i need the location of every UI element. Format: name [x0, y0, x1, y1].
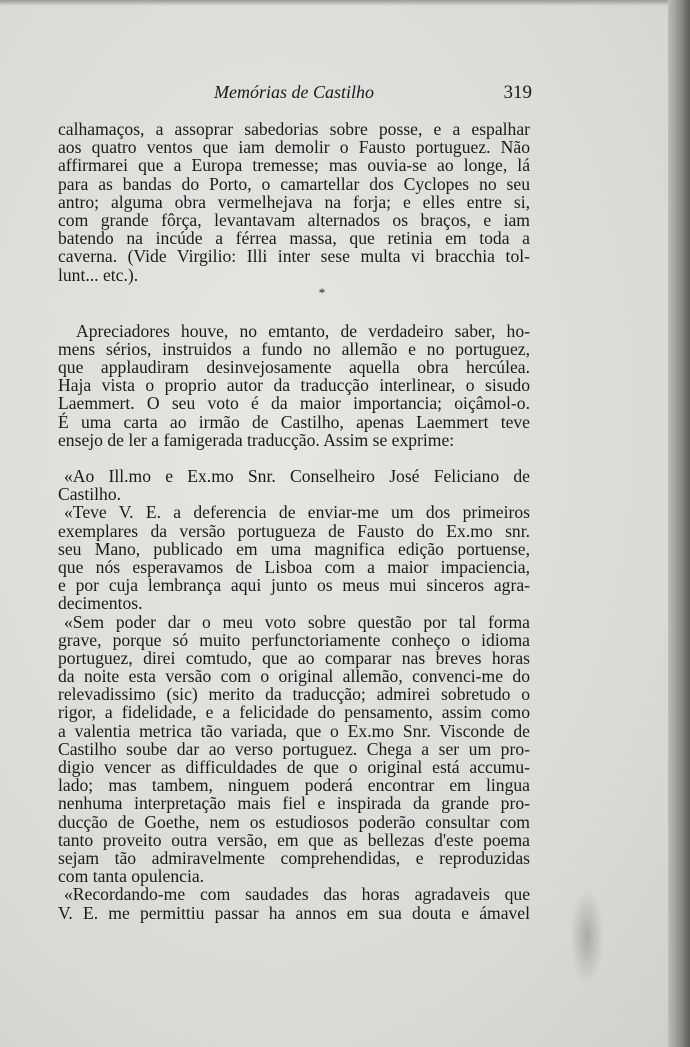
- text-line: «Recordando-me com saudades das horas agradaveis que: [64, 884, 530, 905]
- text-line: batendo na incúde a férrea massa, que retinia em toda a: [58, 228, 530, 249]
- running-title: Memórias de Castilho: [214, 82, 374, 102]
- text-line: aos quatro ventos que iam demolir o Fausto portuguez. Não: [58, 137, 530, 158]
- text-line: com tanta opulencia.: [58, 866, 205, 887]
- text-line: exemplares da versão portugueza de Fausto do Ex.mo snr.: [58, 520, 530, 541]
- text-line: lado; mas tambem, ninguem poderá encontrar em lingua: [58, 775, 530, 796]
- text-line: lunt... etc.).: [58, 264, 139, 285]
- text-line: ensejo de ler a famigerada traducção. Assim se exprime:: [58, 429, 455, 450]
- section-separator: *: [318, 284, 326, 300]
- text-line: para as bandas do Porto, o camartellar dos Cyclopes no seu: [58, 173, 530, 194]
- letter-salutation: Castilho.: [58, 484, 122, 505]
- text-line: É uma carta ao irmão de Castilho, apenas Laemmert teve: [58, 411, 530, 432]
- text-line: calhamaços, a assoprar sabedorias sobre posse, e a espalhar: [58, 119, 530, 139]
- page-smudge: [570, 889, 604, 985]
- text-line: que nós esperavamos de Lisboa com a maior impaciencia,: [58, 556, 530, 577]
- page-top-shadow: [0, 0, 690, 6]
- body-text: [58, 120, 530, 922]
- page-number: 319: [503, 82, 532, 103]
- text-line: mens sérios, instruidos a fundo no allemão e no portuguez,: [58, 338, 530, 359]
- paragraph-gap: [58, 308, 530, 322]
- text-line: Haja vista o proprio autor da traducção interlinear, o sisudo: [58, 375, 530, 396]
- text-line: Apreciadores houve, no emtanto, de verdadeiro saber, ho-: [76, 320, 530, 341]
- text-line: digio vencer as difficuldades de que o original está accumu-: [58, 757, 530, 777]
- text-line: a valentia metrica tão variada, que o Ex.mo Snr. Visconde de: [58, 720, 530, 741]
- text-line: caverna. (Vide Virgilio: Illi inter sese multa vi bracchia tol-: [58, 246, 530, 267]
- text-line: affirmarei que a Europa tremesse; mas ouvia-se ao longe, lá: [58, 155, 530, 176]
- text-line: e por cuja lembrança aqui junto os meus mui sinceros agra-: [58, 575, 530, 596]
- text-line: Laemmert. O seu voto é da maior importancia; oiçâmol-o.: [58, 393, 530, 414]
- text-line: «Sem poder dar o meu voto sobre questão por tal forma: [64, 611, 530, 632]
- text-line: tanto proveito outra versão, em que as bellezas d'este poema: [58, 829, 530, 850]
- text-line: com grande fôrça, levantavam alternados os braços, e iam: [58, 209, 530, 230]
- text-line: antro; alguma obra vermelhejava na forja; e elles entre si,: [58, 191, 530, 212]
- text-line: ducção de Goethe, nem os estudiosos poderão consultar com: [58, 811, 530, 832]
- text-line: nenhuma interpretação mais fiel e inspirada da grande pro-: [58, 793, 530, 814]
- page-header: [58, 82, 530, 106]
- text-line: Castilho soube dar ao verso portuguez. Chega a ser um pro-: [58, 738, 530, 759]
- text-line: «Teve V. E. a deferencia de enviar-me um dos primeiros: [64, 502, 530, 523]
- paragraph-gap: [58, 449, 530, 467]
- text-line: sejam tão admiravelmente comprehendidas, e reproduzidas: [58, 847, 530, 868]
- text-line: da noite esta versão com o original allemão, convenci-me do: [58, 666, 530, 687]
- text-line: seu Mano, publicado em uma magnifica edição portuense,: [58, 538, 530, 559]
- text-line: grave, porque só muito perfunctoriamente conheço o idioma: [58, 629, 530, 650]
- text-line: portuguez, direi comtudo, que ao comparar nas breves horas: [58, 647, 530, 668]
- book-spine-edge: [668, 0, 690, 1047]
- text-line: rigor, a fidelidade, e a felicidade do pensamento, assim como: [58, 702, 530, 723]
- text-line: decimentos.: [58, 593, 143, 614]
- text-line: que applaudiram desinvejosamente aquella obra hercúlea.: [58, 357, 530, 378]
- letter-salutation: «Ao Ill.mo e Ex.mo Snr. Conselheiro José Feliciano de: [64, 466, 530, 486]
- text-line: V. E. me permittiu passar ha annos em sua douta e ámavel: [58, 902, 530, 923]
- text-line: relevadissimo (sic) merito da traducção; admirei sobretudo o: [58, 684, 530, 705]
